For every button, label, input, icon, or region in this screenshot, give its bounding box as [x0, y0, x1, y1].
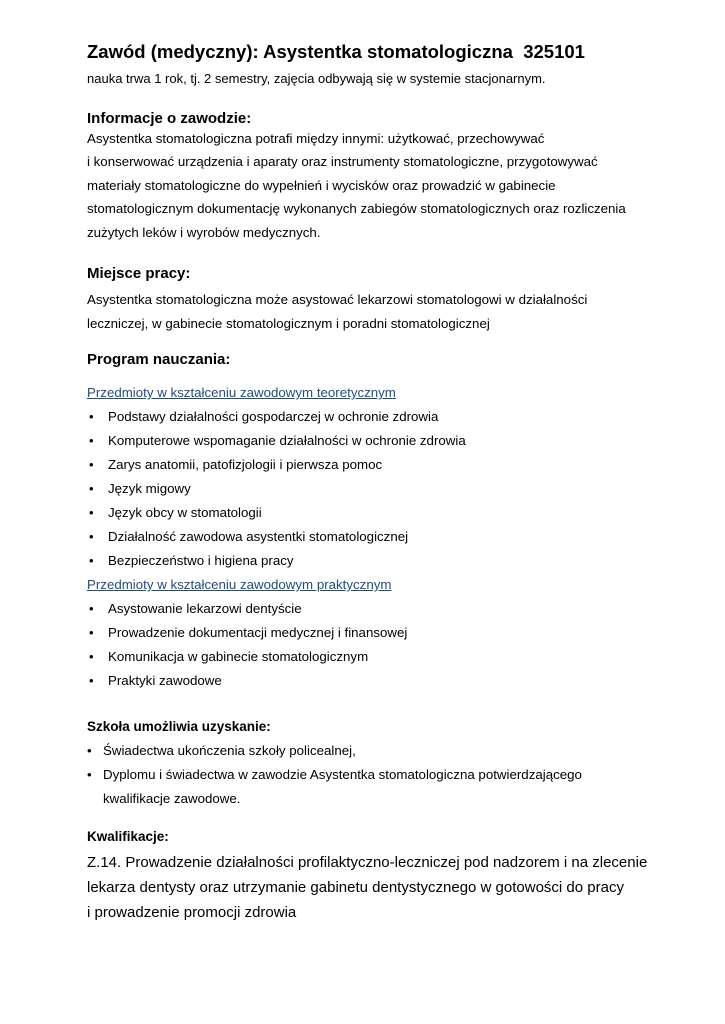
workplace-heading: Miejsce pracy: — [87, 265, 191, 282]
list-item: • Komputerowe wspomaganie działalności w ochronie zdrowia — [87, 429, 687, 453]
practice-subjects-list — [87, 597, 687, 693]
bullet-icon: • — [89, 457, 94, 472]
info-line-1: Asystentka stomatologiczna potrafi między innymi: użytkować, przechowywać — [87, 131, 545, 146]
bullet-icon: • — [89, 409, 94, 424]
bullet-icon: • — [89, 553, 94, 568]
list-item: • Podstawy działalności gospodarczej w ochronie zdrowia — [87, 405, 687, 429]
school-section — [87, 718, 687, 811]
list-item: • Asystowanie lekarzowi dentyście — [87, 597, 687, 621]
qualification-line-3: i prowadzenie promocji zdrowia — [87, 904, 297, 921]
practice-subjects-link[interactable]: Przedmioty w kształceniu zawodowym praktycznym — [87, 577, 392, 592]
info-line-4: stomatologicznym dokumentację wykonanych zabiegów stomatologicznych oraz rozliczenia — [87, 201, 626, 216]
info-line-2: i konserwować urządzenia i aparaty oraz instrumenty stomatologiczne, przygotowywać — [87, 154, 598, 169]
page-title: Zawód (medyczny): Asystentka stomatologiczna 325101 — [87, 41, 585, 62]
info-line-3: materiały stomatologiczne do wypełnień i wycisków oraz prowadzić w gabinecie — [87, 177, 556, 193]
workplace-line-2: leczniczej, w gabinecie stomatologicznym i poradni stomatologicznej — [87, 315, 490, 331]
page-subtitle: nauka trwa 1 rok, tj. 2 semestry, zajęcia odbywają się w systemie stacjonarnym. — [87, 71, 546, 86]
bullet-icon: • — [89, 505, 94, 520]
info-section — [87, 110, 687, 244]
bullet-icon: • — [87, 767, 92, 782]
qualification-line-1: Z.14. Prowadzenie działalności profilaktyczno-leczniczej pod nadzorem i na zlecenie — [87, 854, 648, 871]
bullet-icon: • — [89, 433, 94, 448]
qualification-line-2: lekarza dentysty oraz utrzymanie gabinetu dentystycznego w gotowości do pracy — [87, 879, 624, 896]
info-line-5: zużytych leków i wyrobów medycznych. — [87, 224, 321, 240]
bullet-icon: • — [89, 529, 94, 544]
header-section — [87, 40, 687, 88]
list-item: • Zarys anatomii, patofizjologii i pierwsza pomoc — [87, 453, 687, 477]
program-section — [87, 351, 687, 693]
workplace-section — [87, 265, 687, 335]
list-item: • Bezpieczeństwo i higiena pracy — [87, 549, 687, 573]
list-item: • Dyplomu i świadectwa w zawodzie Asystentka stomatologiczna potwierdzającego kwalifikacje zawodowe. — [87, 763, 687, 811]
program-heading: Program nauczania: — [87, 351, 231, 368]
theory-subjects-list — [87, 405, 687, 573]
list-item: • Prowadzenie dokumentacji medycznej i finansowej — [87, 621, 687, 645]
qualifications-heading: Kwalifikacje: — [87, 829, 169, 844]
theory-subjects-link[interactable]: Przedmioty w kształceniu zawodowym teoretycznym — [87, 385, 396, 400]
bullet-icon: • — [89, 625, 94, 640]
workplace-line-1: Asystentka stomatologiczna może asystować lekarzowi stomatologowi w działalności — [87, 292, 588, 307]
list-item: • Świadectwa ukończenia szkoły policealnej, — [87, 739, 687, 763]
list-item: • Praktyki zawodowe — [87, 669, 687, 693]
info-heading: Informacje o zawodzie: — [87, 110, 252, 127]
bullet-icon: • — [87, 743, 92, 758]
school-list — [87, 739, 687, 811]
list-item: • Działalność zawodowa asystentki stomatologicznej — [87, 525, 687, 549]
list-item: • Język obcy w stomatologii — [87, 501, 687, 525]
bullet-icon: • — [89, 673, 94, 688]
list-item: • Komunikacja w gabinecie stomatologicznym — [87, 645, 687, 669]
list-item: • Język migowy — [87, 477, 687, 501]
bullet-icon: • — [89, 481, 94, 496]
bullet-icon: • — [89, 649, 94, 664]
bullet-icon: • — [89, 601, 94, 616]
qualifications-section — [87, 828, 687, 925]
school-heading: Szkoła umożliwia uzyskanie: — [87, 719, 271, 734]
